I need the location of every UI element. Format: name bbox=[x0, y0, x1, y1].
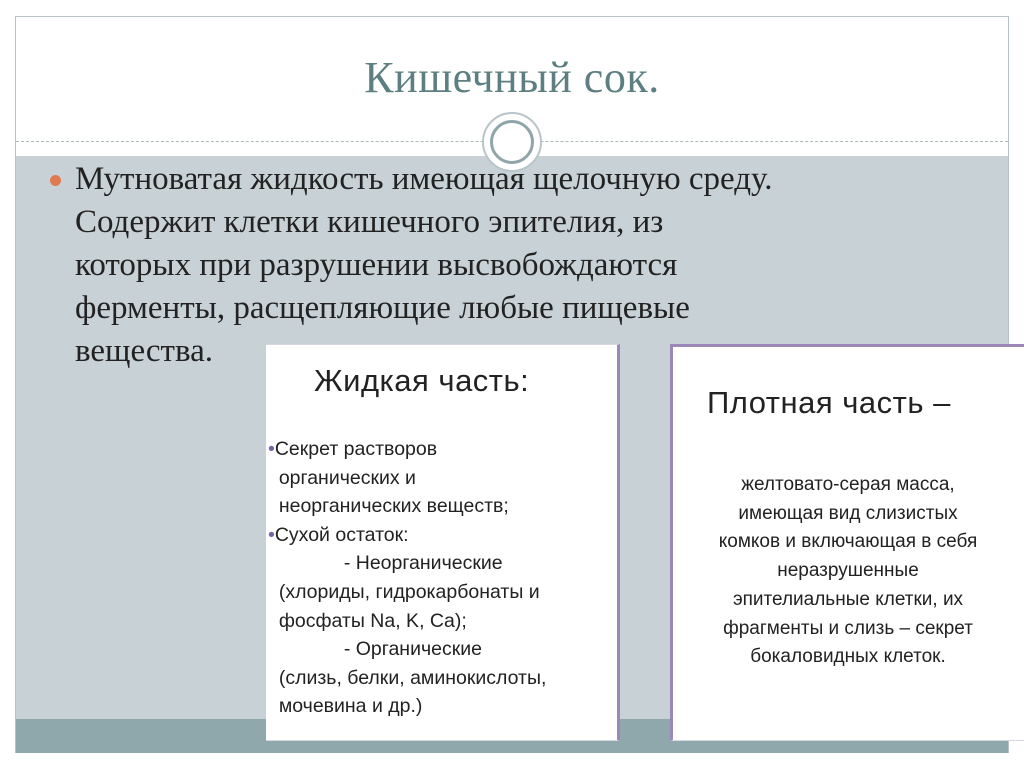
liquid-part-line bbox=[268, 692, 612, 721]
liquid-part-line-text: - Неорганические bbox=[268, 552, 503, 575]
liquid-part-line-text: неорганических веществ; bbox=[268, 495, 509, 518]
liquid-part-line bbox=[268, 635, 612, 664]
liquid-part-line-text: органических и bbox=[268, 466, 416, 489]
solid-part-line: желтовато-серая масса, bbox=[741, 474, 955, 495]
liquid-part-line-text: Секрет растворов bbox=[274, 438, 438, 460]
solid-part-line: фрагменты и слизь – секрет bbox=[723, 617, 973, 639]
liquid-part-line-text: (слизь, белки, аминокислоты, bbox=[268, 666, 547, 689]
liquid-part-line bbox=[268, 435, 612, 464]
solid-part-heading: Плотная часть – bbox=[707, 385, 951, 420]
liquid-part-line bbox=[268, 464, 612, 493]
solid-part-line: неразрушенные bbox=[777, 560, 919, 582]
liquid-part-line bbox=[268, 607, 612, 636]
list-bullet-icon: • bbox=[268, 438, 275, 460]
liquid-part-line bbox=[268, 664, 612, 693]
liquid-part-line-text: мочевина и др.) bbox=[268, 695, 423, 718]
solid-part-line: эпителиальные клетки, их bbox=[732, 588, 964, 610]
liquid-part-list bbox=[268, 435, 612, 721]
list-bullet-icon: • bbox=[268, 523, 275, 546]
solid-part-line: имеющая вид слизистых bbox=[738, 502, 958, 524]
liquid-part-line-text: Сухой остаток: bbox=[274, 523, 409, 546]
main-bullet bbox=[45, 158, 975, 373]
liquid-part-line-text: - Органические bbox=[268, 638, 482, 661]
solid-part-description bbox=[681, 471, 1015, 672]
solid-part-line: комков и включающая в себя bbox=[718, 531, 978, 553]
liquid-part-line bbox=[268, 521, 612, 550]
liquid-part-heading: Жидкая часть: bbox=[314, 363, 530, 398]
liquid-part-line bbox=[268, 549, 612, 578]
solid-part-card bbox=[670, 344, 1024, 741]
liquid-part-card bbox=[266, 344, 620, 741]
bullet-dot-icon bbox=[50, 175, 61, 186]
slide-title: Кишечный сок. bbox=[364, 53, 660, 102]
liquid-part-line bbox=[268, 578, 612, 607]
liquid-part-line bbox=[268, 492, 612, 521]
liquid-part-line-text: фосфаты Na, K, Ca); bbox=[268, 609, 467, 632]
solid-part-line: бокаловидных клеток. bbox=[750, 646, 946, 668]
main-bullet-text: Мутноватая жидкость имеющая щелочную среду. Содержит клетки кишечного эпителия, из которых при разрушении высвобождаются ферменты, расщепляющие любые пищевые вещества. bbox=[75, 161, 773, 369]
liquid-part-line-text: (хлориды, гидрокарбонаты и bbox=[268, 580, 540, 603]
